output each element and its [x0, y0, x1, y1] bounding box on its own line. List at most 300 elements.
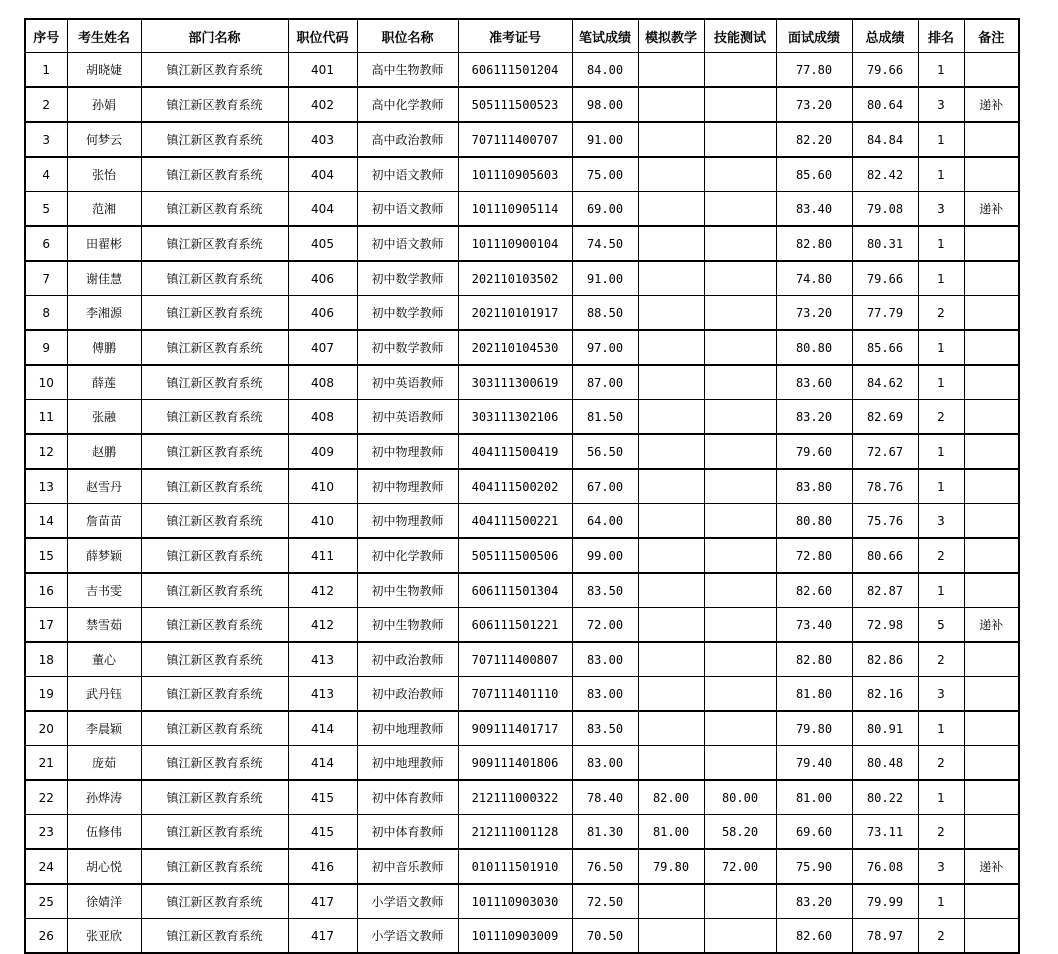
cell-position: 初中语文教师	[357, 226, 458, 261]
cell-exam-id: 212111001128	[458, 815, 572, 850]
table-row	[25, 711, 1019, 746]
cell-mock	[638, 504, 704, 539]
cell-written: 67.00	[572, 469, 638, 504]
cell-name: 谢佳慧	[67, 261, 141, 296]
cell-name: 张怡	[67, 157, 141, 192]
cell-name: 胡心悦	[67, 849, 141, 884]
cell-skill	[704, 884, 776, 919]
cell-name: 孙娟	[67, 87, 141, 122]
cell-skill	[704, 296, 776, 331]
cell-written: 91.00	[572, 122, 638, 157]
cell-seq: 23	[25, 815, 67, 850]
cell-position: 初中物理教师	[357, 469, 458, 504]
table-row	[25, 122, 1019, 157]
cell-total: 82.16	[852, 677, 918, 712]
cell-mock: 79.80	[638, 849, 704, 884]
cell-interview: 81.80	[776, 677, 852, 712]
cell-note	[964, 434, 1019, 469]
cell-total: 80.91	[852, 711, 918, 746]
cell-interview: 73.20	[776, 87, 852, 122]
cell-code: 414	[288, 746, 357, 781]
cell-position: 初中语文教师	[357, 192, 458, 227]
cell-total: 78.76	[852, 469, 918, 504]
cell-seq: 10	[25, 365, 67, 400]
cell-name: 吉书雯	[67, 573, 141, 608]
cell-mock	[638, 261, 704, 296]
cell-total: 77.79	[852, 296, 918, 331]
cell-rank: 2	[918, 746, 964, 781]
cell-total: 79.66	[852, 261, 918, 296]
table-row	[25, 573, 1019, 608]
cell-code: 417	[288, 884, 357, 919]
cell-note	[964, 677, 1019, 712]
cell-interview: 79.40	[776, 746, 852, 781]
cell-interview: 75.90	[776, 849, 852, 884]
cell-exam-id: 303111300619	[458, 365, 572, 400]
cell-seq: 16	[25, 573, 67, 608]
cell-position: 初中数学教师	[357, 296, 458, 331]
cell-written: 69.00	[572, 192, 638, 227]
cell-seq: 6	[25, 226, 67, 261]
cell-mock	[638, 884, 704, 919]
cell-seq: 11	[25, 400, 67, 435]
cell-note	[964, 538, 1019, 573]
cell-note	[964, 469, 1019, 504]
cell-skill	[704, 746, 776, 781]
cell-interview: 69.60	[776, 815, 852, 850]
cell-note	[964, 884, 1019, 919]
cell-name: 傅鹏	[67, 330, 141, 365]
cell-written: 83.00	[572, 746, 638, 781]
cell-seq: 25	[25, 884, 67, 919]
cell-written: 81.50	[572, 400, 638, 435]
cell-total: 79.08	[852, 192, 918, 227]
cell-interview: 74.80	[776, 261, 852, 296]
cell-dept: 镇江新区教育系统	[141, 919, 288, 954]
cell-skill	[704, 122, 776, 157]
table-row	[25, 226, 1019, 261]
cell-total: 82.42	[852, 157, 918, 192]
cell-exam-id: 101110905114	[458, 192, 572, 227]
cell-seq: 14	[25, 504, 67, 539]
cell-code: 402	[288, 87, 357, 122]
cell-code: 412	[288, 573, 357, 608]
cell-code: 405	[288, 226, 357, 261]
cell-code: 401	[288, 53, 357, 88]
header-rank: 排名	[918, 19, 964, 53]
cell-code: 412	[288, 608, 357, 643]
cell-skill	[704, 53, 776, 88]
cell-exam-id: 707111400807	[458, 642, 572, 677]
cell-skill	[704, 573, 776, 608]
cell-mock	[638, 677, 704, 712]
cell-rank: 3	[918, 87, 964, 122]
cell-code: 415	[288, 780, 357, 815]
cell-exam-id: 404111500221	[458, 504, 572, 539]
cell-name: 张亚欣	[67, 919, 141, 954]
cell-written: 97.00	[572, 330, 638, 365]
cell-note	[964, 746, 1019, 781]
cell-skill	[704, 642, 776, 677]
cell-position: 小学语文教师	[357, 884, 458, 919]
cell-interview: 72.80	[776, 538, 852, 573]
cell-interview: 81.00	[776, 780, 852, 815]
cell-total: 82.86	[852, 642, 918, 677]
cell-mock	[638, 469, 704, 504]
header-name: 考生姓名	[67, 19, 141, 53]
cell-exam-id: 505111500523	[458, 87, 572, 122]
cell-written: 91.00	[572, 261, 638, 296]
cell-exam-id: 606111501304	[458, 573, 572, 608]
cell-note	[964, 157, 1019, 192]
cell-name: 孙烨涛	[67, 780, 141, 815]
table-row	[25, 87, 1019, 122]
cell-seq: 7	[25, 261, 67, 296]
cell-position: 初中物理教师	[357, 434, 458, 469]
cell-note	[964, 711, 1019, 746]
cell-position: 初中生物教师	[357, 608, 458, 643]
cell-total: 82.87	[852, 573, 918, 608]
table-row	[25, 192, 1019, 227]
cell-name: 何梦云	[67, 122, 141, 157]
cell-interview: 83.20	[776, 400, 852, 435]
cell-code: 404	[288, 157, 357, 192]
cell-dept: 镇江新区教育系统	[141, 884, 288, 919]
cell-interview: 82.60	[776, 573, 852, 608]
cell-dept: 镇江新区教育系统	[141, 573, 288, 608]
cell-note	[964, 226, 1019, 261]
header-skill: 技能测试	[704, 19, 776, 53]
cell-interview: 82.80	[776, 642, 852, 677]
cell-dept: 镇江新区教育系统	[141, 261, 288, 296]
cell-rank: 1	[918, 573, 964, 608]
cell-code: 403	[288, 122, 357, 157]
cell-seq: 5	[25, 192, 67, 227]
cell-note	[964, 642, 1019, 677]
header-written: 笔试成绩	[572, 19, 638, 53]
cell-dept: 镇江新区教育系统	[141, 608, 288, 643]
cell-seq: 9	[25, 330, 67, 365]
cell-seq: 26	[25, 919, 67, 954]
cell-skill	[704, 157, 776, 192]
cell-written: 64.00	[572, 504, 638, 539]
cell-skill	[704, 469, 776, 504]
table-row	[25, 157, 1019, 192]
cell-note	[964, 53, 1019, 88]
cell-code: 416	[288, 849, 357, 884]
table-row	[25, 261, 1019, 296]
cell-rank: 1	[918, 261, 964, 296]
cell-note	[964, 919, 1019, 954]
cell-total: 75.76	[852, 504, 918, 539]
cell-skill	[704, 538, 776, 573]
cell-exam-id: 909111401806	[458, 746, 572, 781]
cell-exam-id: 505111500506	[458, 538, 572, 573]
cell-dept: 镇江新区教育系统	[141, 330, 288, 365]
cell-mock: 82.00	[638, 780, 704, 815]
header-code: 职位代码	[288, 19, 357, 53]
cell-note	[964, 330, 1019, 365]
cell-position: 初中数学教师	[357, 330, 458, 365]
cell-name: 赵鹏	[67, 434, 141, 469]
cell-interview: 83.40	[776, 192, 852, 227]
cell-total: 80.22	[852, 780, 918, 815]
cell-written: 98.00	[572, 87, 638, 122]
cell-skill	[704, 677, 776, 712]
cell-rank: 1	[918, 780, 964, 815]
cell-code: 414	[288, 711, 357, 746]
table-body	[25, 53, 1019, 954]
header-dept: 部门名称	[141, 19, 288, 53]
cell-code: 413	[288, 677, 357, 712]
cell-skill	[704, 919, 776, 954]
cell-dept: 镇江新区教育系统	[141, 434, 288, 469]
cell-exam-id: 202110103502	[458, 261, 572, 296]
cell-name: 胡晓婕	[67, 53, 141, 88]
cell-rank: 1	[918, 434, 964, 469]
cell-dept: 镇江新区教育系统	[141, 87, 288, 122]
cell-code: 407	[288, 330, 357, 365]
table-row	[25, 365, 1019, 400]
cell-note	[964, 400, 1019, 435]
header-mock: 模拟教学	[638, 19, 704, 53]
cell-position: 初中地理教师	[357, 746, 458, 781]
cell-position: 初中语文教师	[357, 157, 458, 192]
cell-name: 庞茹	[67, 746, 141, 781]
cell-skill	[704, 608, 776, 643]
cell-rank: 1	[918, 330, 964, 365]
table-row	[25, 538, 1019, 573]
cell-rank: 3	[918, 504, 964, 539]
cell-dept: 镇江新区教育系统	[141, 53, 288, 88]
cell-dept: 镇江新区教育系统	[141, 711, 288, 746]
cell-dept: 镇江新区教育系统	[141, 296, 288, 331]
cell-seq: 8	[25, 296, 67, 331]
cell-mock	[638, 400, 704, 435]
cell-mock	[638, 87, 704, 122]
cell-seq: 22	[25, 780, 67, 815]
cell-name: 田翟彬	[67, 226, 141, 261]
cell-position: 初中生物教师	[357, 573, 458, 608]
cell-interview: 80.80	[776, 504, 852, 539]
cell-written: 74.50	[572, 226, 638, 261]
cell-note	[964, 815, 1019, 850]
cell-seq: 19	[25, 677, 67, 712]
cell-note: 递补	[964, 849, 1019, 884]
cell-dept: 镇江新区教育系统	[141, 504, 288, 539]
cell-position: 高中化学教师	[357, 87, 458, 122]
cell-skill	[704, 261, 776, 296]
cell-mock: 81.00	[638, 815, 704, 850]
cell-seq: 13	[25, 469, 67, 504]
cell-position: 初中体育教师	[357, 780, 458, 815]
cell-note	[964, 573, 1019, 608]
table-row	[25, 677, 1019, 712]
cell-interview: 82.20	[776, 122, 852, 157]
cell-code: 404	[288, 192, 357, 227]
cell-name: 范湘	[67, 192, 141, 227]
cell-mock	[638, 296, 704, 331]
cell-note	[964, 261, 1019, 296]
cell-dept: 镇江新区教育系统	[141, 192, 288, 227]
cell-rank: 1	[918, 122, 964, 157]
header-row	[25, 19, 1019, 53]
cell-rank: 3	[918, 849, 964, 884]
cell-skill	[704, 400, 776, 435]
cell-total: 80.48	[852, 746, 918, 781]
cell-written: 99.00	[572, 538, 638, 573]
table-row	[25, 400, 1019, 435]
table-row	[25, 504, 1019, 539]
cell-exam-id: 707111400707	[458, 122, 572, 157]
cell-rank: 3	[918, 192, 964, 227]
cell-seq: 1	[25, 53, 67, 88]
cell-name: 伍修伟	[67, 815, 141, 850]
cell-written: 75.00	[572, 157, 638, 192]
cell-exam-id: 202110101917	[458, 296, 572, 331]
cell-name: 薛莲	[67, 365, 141, 400]
cell-exam-id: 101110903009	[458, 919, 572, 954]
cell-exam-id: 212111000322	[458, 780, 572, 815]
cell-dept: 镇江新区教育系统	[141, 642, 288, 677]
cell-rank: 5	[918, 608, 964, 643]
cell-interview: 80.80	[776, 330, 852, 365]
cell-position: 初中音乐教师	[357, 849, 458, 884]
table-row	[25, 780, 1019, 815]
cell-exam-id: 202110104530	[458, 330, 572, 365]
table-row	[25, 849, 1019, 884]
cell-rank: 1	[918, 711, 964, 746]
cell-written: 83.00	[572, 642, 638, 677]
cell-name: 詹苗苗	[67, 504, 141, 539]
cell-note: 递补	[964, 87, 1019, 122]
table-row	[25, 746, 1019, 781]
cell-position: 初中政治教师	[357, 677, 458, 712]
cell-dept: 镇江新区教育系统	[141, 677, 288, 712]
results-table	[24, 18, 1020, 954]
cell-mock	[638, 122, 704, 157]
cell-seq: 4	[25, 157, 67, 192]
header-position: 职位名称	[357, 19, 458, 53]
cell-written: 76.50	[572, 849, 638, 884]
cell-seq: 24	[25, 849, 67, 884]
cell-interview: 73.20	[776, 296, 852, 331]
table-row	[25, 642, 1019, 677]
cell-total: 84.84	[852, 122, 918, 157]
table-row	[25, 815, 1019, 850]
cell-skill	[704, 330, 776, 365]
table-row	[25, 884, 1019, 919]
cell-skill	[704, 192, 776, 227]
header-note: 备注	[964, 19, 1019, 53]
cell-total: 79.66	[852, 53, 918, 88]
cell-rank: 3	[918, 677, 964, 712]
cell-total: 80.64	[852, 87, 918, 122]
cell-seq: 15	[25, 538, 67, 573]
cell-code: 410	[288, 504, 357, 539]
cell-position: 初中地理教师	[357, 711, 458, 746]
cell-interview: 83.60	[776, 365, 852, 400]
cell-rank: 2	[918, 400, 964, 435]
cell-name: 禁雪茹	[67, 608, 141, 643]
cell-written: 72.50	[572, 884, 638, 919]
cell-code: 415	[288, 815, 357, 850]
cell-total: 79.99	[852, 884, 918, 919]
cell-total: 72.67	[852, 434, 918, 469]
cell-dept: 镇江新区教育系统	[141, 849, 288, 884]
cell-interview: 77.80	[776, 53, 852, 88]
cell-exam-id: 010111501910	[458, 849, 572, 884]
cell-exam-id: 404111500202	[458, 469, 572, 504]
cell-rank: 2	[918, 919, 964, 954]
cell-code: 408	[288, 400, 357, 435]
cell-written: 81.30	[572, 815, 638, 850]
cell-name: 李晨颖	[67, 711, 141, 746]
cell-position: 初中数学教师	[357, 261, 458, 296]
cell-dept: 镇江新区教育系统	[141, 157, 288, 192]
cell-exam-id: 909111401717	[458, 711, 572, 746]
cell-written: 84.00	[572, 53, 638, 88]
cell-skill	[704, 434, 776, 469]
table-row	[25, 434, 1019, 469]
cell-interview: 83.80	[776, 469, 852, 504]
cell-dept: 镇江新区教育系统	[141, 400, 288, 435]
cell-exam-id: 101110903030	[458, 884, 572, 919]
cell-code: 409	[288, 434, 357, 469]
cell-note: 递补	[964, 192, 1019, 227]
cell-position: 初中体育教师	[357, 815, 458, 850]
cell-dept: 镇江新区教育系统	[141, 538, 288, 573]
table-row	[25, 919, 1019, 954]
cell-mock	[638, 192, 704, 227]
cell-written: 83.50	[572, 711, 638, 746]
cell-written: 72.00	[572, 608, 638, 643]
cell-code: 417	[288, 919, 357, 954]
cell-seq: 17	[25, 608, 67, 643]
cell-code: 413	[288, 642, 357, 677]
cell-interview: 85.60	[776, 157, 852, 192]
header-total: 总成绩	[852, 19, 918, 53]
header-seq: 序号	[25, 19, 67, 53]
cell-rank: 2	[918, 815, 964, 850]
table-row	[25, 296, 1019, 331]
cell-rank: 2	[918, 642, 964, 677]
cell-code: 406	[288, 261, 357, 296]
cell-written: 56.50	[572, 434, 638, 469]
cell-skill	[704, 87, 776, 122]
table-row	[25, 469, 1019, 504]
cell-total: 73.11	[852, 815, 918, 850]
cell-note	[964, 365, 1019, 400]
cell-note	[964, 504, 1019, 539]
header-interview: 面试成绩	[776, 19, 852, 53]
cell-note	[964, 122, 1019, 157]
cell-position: 初中物理教师	[357, 504, 458, 539]
cell-exam-id: 101110900104	[458, 226, 572, 261]
cell-dept: 镇江新区教育系统	[141, 226, 288, 261]
cell-seq: 12	[25, 434, 67, 469]
cell-name: 李湘源	[67, 296, 141, 331]
cell-interview: 79.60	[776, 434, 852, 469]
cell-skill	[704, 226, 776, 261]
cell-dept: 镇江新区教育系统	[141, 469, 288, 504]
cell-interview: 82.60	[776, 919, 852, 954]
cell-written: 78.40	[572, 780, 638, 815]
cell-skill: 72.00	[704, 849, 776, 884]
cell-dept: 镇江新区教育系统	[141, 815, 288, 850]
cell-dept: 镇江新区教育系统	[141, 365, 288, 400]
cell-name: 赵雪丹	[67, 469, 141, 504]
